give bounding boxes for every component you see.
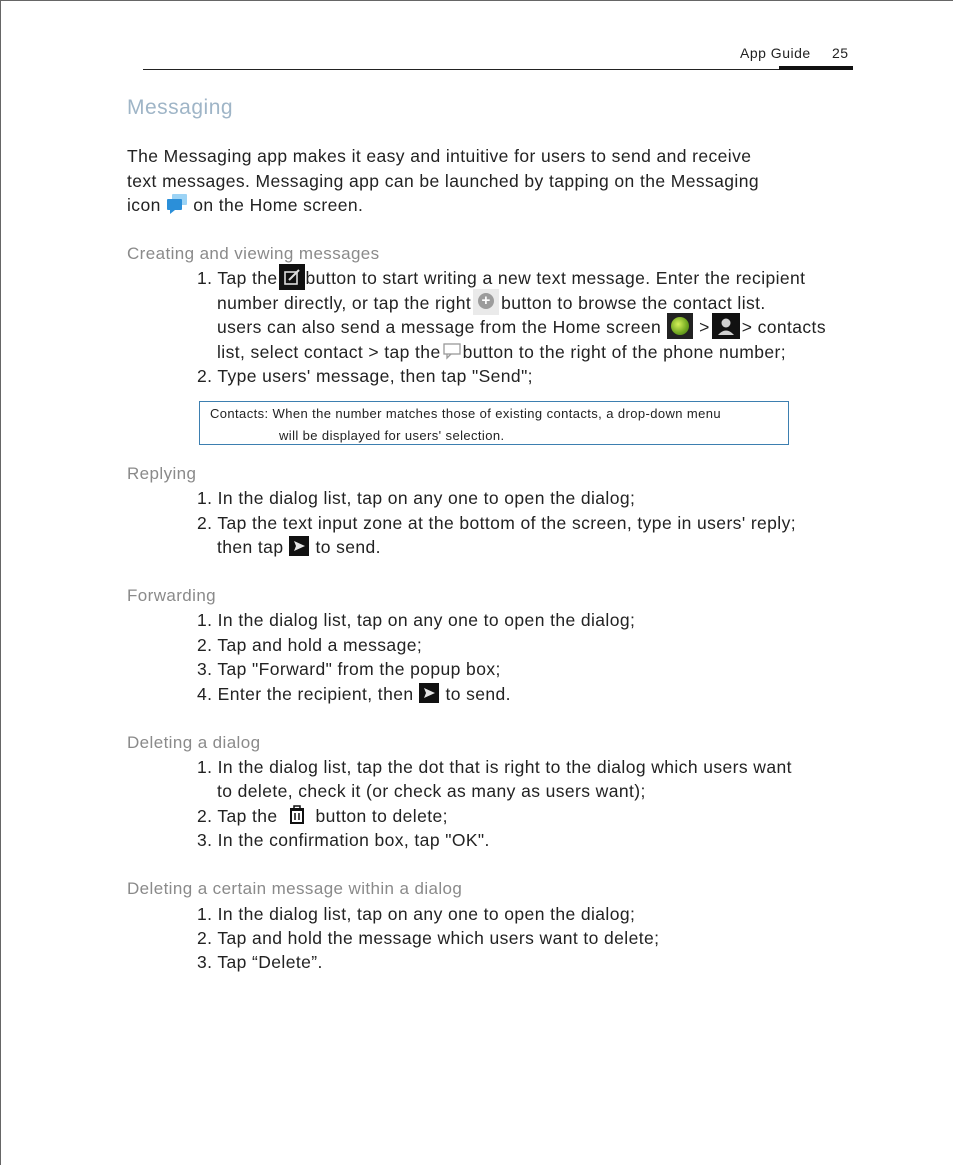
list-item (197, 266, 805, 292)
list-item-continued (217, 340, 786, 365)
header-rule (143, 69, 853, 70)
page-title: Messaging (127, 96, 234, 119)
list-item: 1. In the dialog list, tap the dot that is right to the dialog which users want (197, 757, 792, 777)
section-heading-forwarding: Forwarding (127, 586, 217, 605)
list-item (197, 682, 511, 707)
note-line: will be displayed for users' selection. (279, 428, 505, 443)
list-item: 2. Type users' message, then tap "Send"; (197, 366, 533, 386)
item-text: 4. Enter the recipient, then (197, 684, 414, 704)
intro-paragraph (127, 144, 827, 218)
section-heading-creating: Creating and viewing messages (127, 244, 380, 263)
intro-line (127, 193, 827, 218)
list-item: 1. In the dialog list, tap on any one to open the dialog; (197, 610, 636, 630)
item-text: number directly, or tap the right (217, 293, 472, 313)
item-text: button to the right of the phone number; (462, 342, 787, 362)
send-icon (289, 536, 309, 556)
intro-text: icon (127, 195, 161, 215)
list-item: 3. In the confirmation box, tap "OK". (197, 830, 490, 850)
messaging-icon (166, 193, 188, 215)
list-item: 1. In the dialog list, tap on any one to open the dialog; (197, 488, 636, 508)
list-item: 2. Tap the text input zone at the bottom of the screen, type in users' reply; (197, 513, 797, 533)
item-text: > contacts (741, 317, 826, 337)
add-contact-icon (473, 289, 499, 315)
home-launcher-icon (667, 313, 693, 339)
contacts-person-icon (712, 313, 740, 339)
intro-line: The Messaging app makes it easy and intuitive for users to send and receive (127, 146, 752, 166)
section-heading-deleting-dialog: Deleting a dialog (127, 733, 261, 752)
compose-icon (279, 264, 305, 290)
list-item: 2. Tap and hold a message; (197, 635, 423, 655)
intro-line: text messages. Messaging app can be launched by tapping on the Messaging (127, 170, 759, 191)
list-item-continued (217, 535, 381, 560)
header-guide-label: App Guide (740, 45, 811, 61)
item-text: button to delete; (315, 806, 448, 826)
message-bubble-icon (442, 342, 462, 360)
list-item (197, 804, 448, 829)
trash-icon (286, 804, 308, 826)
list-item-continued: to delete, check it (or check as many as users want); (217, 781, 646, 801)
contacts-note-box (199, 401, 789, 445)
send-icon (419, 683, 439, 703)
section-heading-replying: Replying (127, 464, 197, 483)
item-text: to send. (315, 537, 381, 557)
note-line: Contacts: When the number matches those of existing contacts, a drop-down menu (210, 406, 722, 421)
item-text: 2. Tap the (197, 806, 278, 826)
item-text: then tap (217, 537, 284, 557)
header-page-number: 25 (832, 45, 849, 61)
item-text: button to browse the contact list. (501, 293, 766, 313)
item-text: 1. Tap the (197, 268, 278, 288)
intro-text: on the Home screen. (193, 195, 364, 215)
item-text: > (699, 317, 710, 337)
section-heading-deleting-message: Deleting a certain message within a dialog (127, 879, 463, 898)
item-text: to send. (445, 684, 511, 704)
list-item: 1. In the dialog list, tap on any one to open the dialog; (197, 904, 636, 924)
list-item-continued (217, 315, 826, 341)
item-text: button to start writing a new text message. Enter the recipient (305, 268, 806, 288)
list-item: 2. Tap and hold the message which users want to delete; (197, 928, 660, 948)
item-text: list, select contact > tap the (217, 342, 441, 362)
header-rule-accent (779, 66, 853, 70)
item-text: users can also send a message from the Home screen (217, 317, 662, 337)
list-item: 3. Tap “Delete”. (197, 952, 323, 972)
list-item: 3. Tap "Forward" from the popup box; (197, 659, 501, 679)
